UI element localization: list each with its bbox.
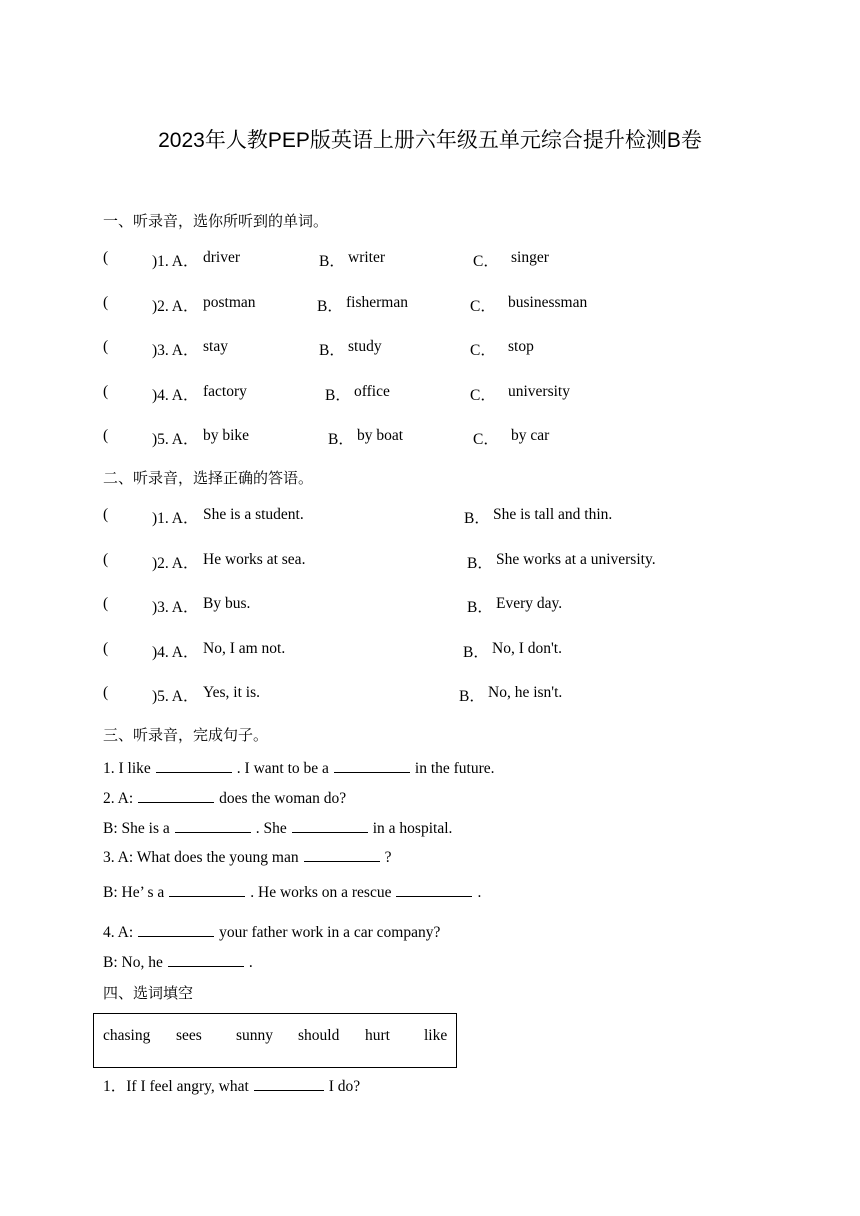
option-a: driver bbox=[203, 249, 241, 266]
sentence-text: your father work in a car company? bbox=[219, 924, 441, 941]
question-number: )3. A． bbox=[152, 599, 199, 616]
question-number: )1. A． bbox=[152, 510, 199, 527]
fill-blank bbox=[396, 882, 472, 897]
answer-paren-open: ( bbox=[103, 383, 109, 400]
section1-heading: 一、听录音，选你所听到的单词。 bbox=[103, 212, 329, 230]
sentence-line-4 bbox=[103, 847, 391, 867]
sentence-text: . bbox=[248, 954, 253, 971]
option-a: factory bbox=[203, 383, 247, 400]
option-a: Yes, it is. bbox=[203, 684, 261, 701]
question-number: )1. A． bbox=[152, 253, 199, 270]
fill-blank bbox=[254, 1076, 324, 1091]
option-c-label: C． bbox=[473, 431, 499, 448]
option-a: No, I am not. bbox=[203, 640, 286, 657]
option-b-label: B． bbox=[467, 555, 493, 572]
option-b: No, he isn't. bbox=[488, 684, 563, 701]
sentence-line-6 bbox=[103, 922, 440, 942]
question-number: )5. A． bbox=[152, 688, 199, 705]
sentence-text: . bbox=[477, 884, 482, 901]
sentence-line-1 bbox=[103, 758, 495, 778]
option-a: by bike bbox=[203, 427, 250, 444]
answer-paren-open: ( bbox=[103, 506, 109, 523]
option-c: businessman bbox=[508, 294, 588, 311]
option-c-label: C． bbox=[470, 387, 496, 404]
option-a: postman bbox=[203, 294, 256, 311]
question-number: )4. A． bbox=[152, 387, 199, 404]
sentence-text: . He works on a rescue bbox=[250, 884, 392, 901]
question-number: )2. A． bbox=[152, 298, 199, 315]
option-c-label: C． bbox=[473, 253, 499, 270]
option-b-label: B． bbox=[317, 298, 343, 315]
sentence-text: 2. A: bbox=[103, 790, 134, 807]
answer-paren-open: ( bbox=[103, 551, 109, 568]
option-a: By bus. bbox=[203, 595, 251, 612]
option-a: He works at sea. bbox=[203, 551, 306, 568]
question-number: )2. A． bbox=[152, 555, 199, 572]
fill-blank bbox=[168, 952, 244, 967]
option-b: study bbox=[348, 338, 382, 355]
option-c-label: C． bbox=[470, 298, 496, 315]
answer-paren-open: ( bbox=[103, 294, 109, 311]
section3-heading: 三、听录音，完成句子。 bbox=[103, 726, 269, 744]
option-b: She is tall and thin. bbox=[493, 506, 613, 523]
word-bank-box bbox=[93, 1013, 457, 1068]
fill-blank bbox=[138, 788, 214, 803]
sentence-text: 4. A: bbox=[103, 924, 134, 941]
sentence-line-3 bbox=[103, 818, 452, 838]
option-b: office bbox=[354, 383, 390, 400]
sentence-text: in a hospital. bbox=[372, 820, 453, 837]
sentence-text: B: He’ s a bbox=[103, 884, 165, 901]
option-b: writer bbox=[348, 249, 386, 266]
word-bank-word: chasing bbox=[103, 1027, 151, 1044]
sentence-line-5 bbox=[103, 882, 481, 902]
sentence-text: . I want to be a bbox=[236, 760, 329, 777]
fill-blank bbox=[292, 818, 368, 833]
sentence-text: ? bbox=[384, 849, 392, 866]
option-b-label: B． bbox=[464, 510, 490, 527]
option-c: university bbox=[508, 383, 570, 400]
fill-blank bbox=[156, 758, 232, 773]
sentence-text: B: No, he bbox=[103, 954, 163, 971]
word-bank-word: sunny bbox=[236, 1027, 274, 1044]
sentence-text: in the future. bbox=[414, 760, 495, 777]
option-b-label: B． bbox=[325, 387, 351, 404]
answer-paren-open: ( bbox=[103, 684, 109, 701]
sentence-line-2 bbox=[103, 788, 346, 808]
answer-paren-open: ( bbox=[103, 427, 109, 444]
word-bank-word: sees bbox=[176, 1027, 202, 1044]
option-c: singer bbox=[511, 249, 549, 266]
fill-blank bbox=[138, 922, 214, 937]
option-c: by car bbox=[511, 427, 550, 444]
option-b-label: B． bbox=[319, 253, 345, 270]
option-b-label: B． bbox=[459, 688, 485, 705]
answer-paren-open: ( bbox=[103, 249, 109, 266]
option-c: stop bbox=[508, 338, 534, 355]
option-b-label: B． bbox=[463, 644, 489, 661]
option-b: Every day. bbox=[496, 595, 563, 612]
option-b: No, I don't. bbox=[492, 640, 562, 657]
answer-paren-open: ( bbox=[103, 595, 109, 612]
sentence-text: does the woman do? bbox=[219, 790, 347, 807]
fill-question-1 bbox=[103, 1074, 360, 1096]
option-b: by boat bbox=[357, 427, 404, 444]
word-bank-word: hurt bbox=[365, 1027, 390, 1044]
option-a: stay bbox=[203, 338, 228, 355]
section4-heading: 四、选词填空 bbox=[103, 984, 194, 1002]
fill-blank bbox=[175, 818, 251, 833]
word-bank-word: like bbox=[424, 1027, 448, 1044]
option-b: She works at a university. bbox=[496, 551, 656, 568]
question-number: )3. A． bbox=[152, 342, 199, 359]
question-number: )4. A． bbox=[152, 644, 199, 661]
option-b-label: B． bbox=[328, 431, 354, 448]
sentence-line-7 bbox=[103, 952, 253, 972]
sentence-text: 1．If I feel angry, what bbox=[103, 1078, 249, 1095]
sentence-text: I do? bbox=[328, 1078, 361, 1095]
option-c-label: C． bbox=[470, 342, 496, 359]
question-number: )5. A． bbox=[152, 431, 199, 448]
answer-paren-open: ( bbox=[103, 640, 109, 657]
answer-paren-open: ( bbox=[103, 338, 109, 355]
option-b-label: B． bbox=[319, 342, 345, 359]
sentence-text: B: She is a bbox=[103, 820, 170, 837]
option-b: fisherman bbox=[346, 294, 408, 311]
sentence-text: 1. I like bbox=[103, 760, 151, 777]
word-bank-word: should bbox=[298, 1027, 340, 1044]
fill-blank bbox=[169, 882, 245, 897]
page-title: 2023年人教PEP版英语上册六年级五单元综合提升检测B卷 bbox=[158, 129, 702, 152]
sentence-text: 3. A: What does the young man bbox=[103, 849, 299, 866]
section2-heading: 二、听录音，选择正确的答语。 bbox=[103, 469, 314, 487]
option-b-label: B． bbox=[467, 599, 493, 616]
fill-blank bbox=[304, 847, 380, 862]
sentence-text: . She bbox=[255, 820, 287, 837]
fill-blank bbox=[334, 758, 410, 773]
option-a: She is a student. bbox=[203, 506, 304, 523]
